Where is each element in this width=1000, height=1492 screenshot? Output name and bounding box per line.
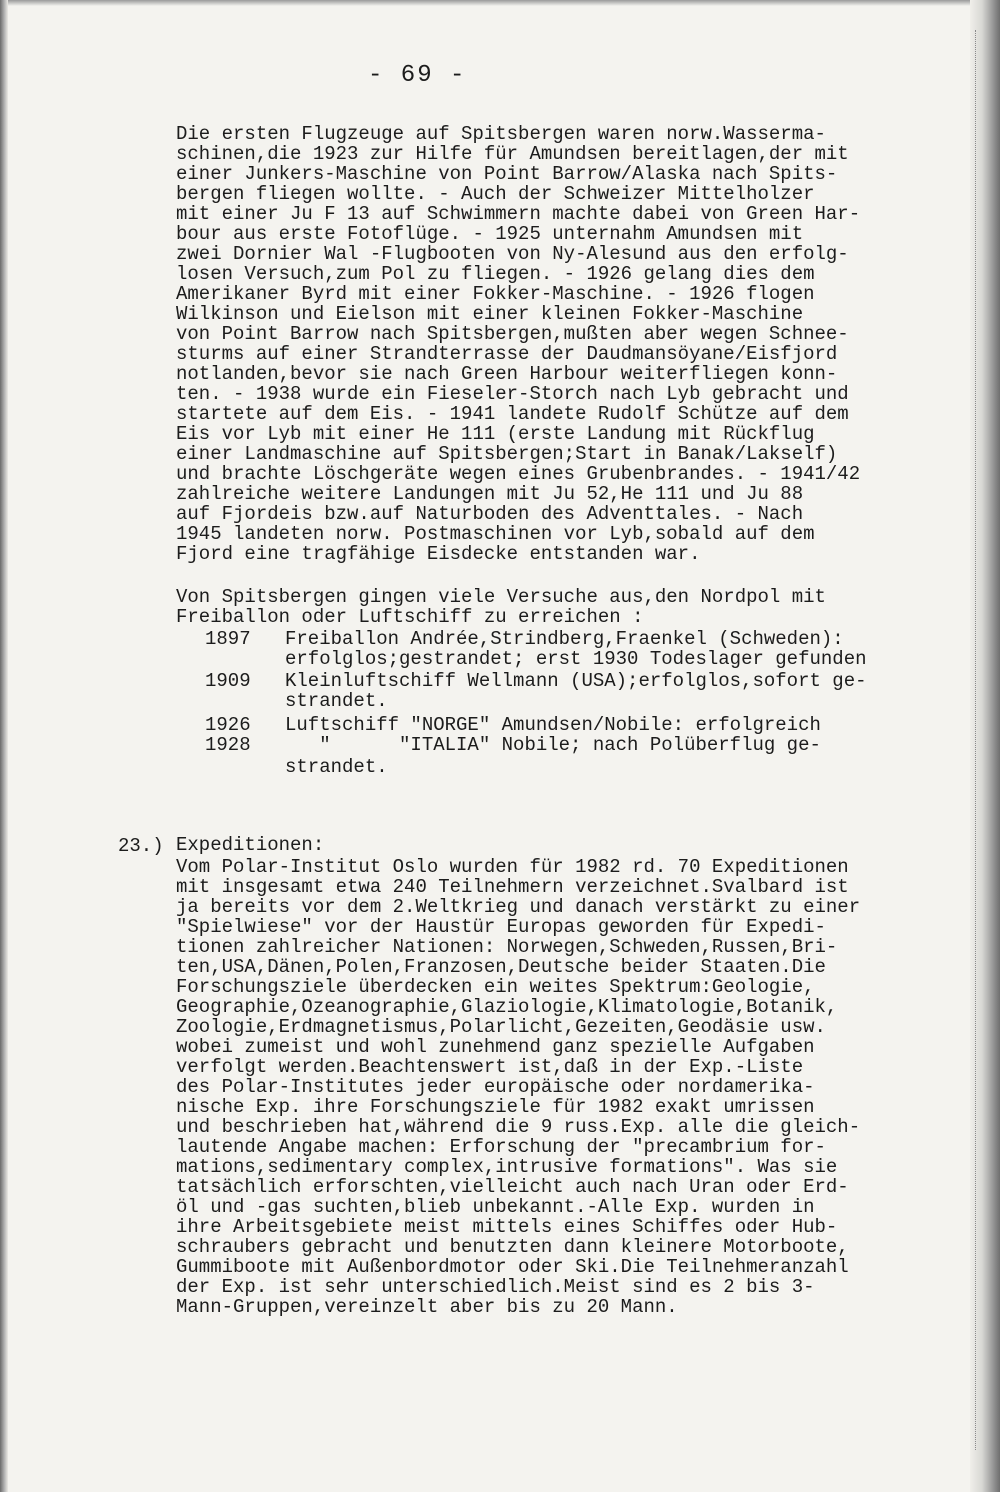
list-item-text: Kleinluftschiff Wellmann (USA);erfolglos,sofort ge- [285, 670, 867, 692]
text-line: ihre Arbeitsgebiete meist mittels eines Schiffes oder Hub- [176, 1216, 838, 1238]
text-line: ten. - 1938 wurde ein Fieseler-Storch nach Lyb gebracht und [176, 383, 849, 405]
list-item-year: 1928 [205, 734, 251, 756]
text-line: Von Spitsbergen gingen viele Versuche aus,den Nordpol mit [176, 586, 826, 608]
text-line: Amerikaner Byrd mit einer Fokker-Maschine. - 1926 flogen [176, 283, 815, 305]
text-line: Forschungsziele überdecken ein weites Spektrum:Geologie, [176, 976, 815, 998]
text-line: ja bereits vor dem 2.Weltkrieg und danach verstärkt zu einer [176, 896, 861, 918]
text-line: der Exp. ist sehr unterschiedlich.Meist sind es 2 bis 3- [176, 1276, 815, 1298]
text-line: mit einer Ju F 13 auf Schwimmern machte dabei von Green Har- [176, 203, 861, 225]
text-line: Mann-Gruppen,vereinzelt aber bis zu 20 Mann. [176, 1296, 678, 1318]
list-item-year: 1897 [205, 628, 251, 650]
text-line: von Point Barrow nach Spitsbergen,mußten aber wegen Schnee- [176, 323, 849, 345]
text-line: zwei Dornier Wal -Flugbooten von Ny-Alesund aus den erfolg- [176, 243, 849, 265]
text-line: Die ersten Flugzeuge auf Spitsbergen waren norw.Wasserma- [176, 123, 826, 145]
text-line: öl und -gas suchten,blieb unbekannt.-Alle Exp. wurden in [176, 1196, 815, 1218]
text-line: schraubers gebracht und benutzten dann kleinere Motorboote, [176, 1236, 849, 1258]
text-line: schinen,die 1923 zur Hilfe für Amundsen bereitlagen,der mit [176, 143, 849, 165]
text-line: wobei zumeist und wohl zunehmend ganz spezielle Aufgaben [176, 1036, 815, 1058]
list-item-text: Freiballon Andrée,Strindberg,Fraenkel (Schweden): [285, 628, 844, 650]
text-line: losen Versuch,zum Pol zu fliegen. - 1926 gelang dies dem [176, 263, 815, 285]
text-line: tatsächlich erforschten,vielleicht auch nach Uran oder Erd- [176, 1176, 849, 1198]
text-line: zahlreiche weitere Landungen mit Ju 52,He 111 und Ju 88 [176, 483, 804, 505]
section-number: 23.) [118, 835, 164, 857]
text-line: "Spielwiese" vor der Haustür Europas geworden für Expedi- [176, 916, 826, 938]
list-item-text: Luftschiff "NORGE" Amundsen/Nobile: erfolgreich [285, 714, 821, 736]
text-line: startete auf dem Eis. - 1941 landete Rudolf Schütze auf dem [176, 403, 849, 425]
text-line: des Polar-Institutes jeder europäische oder nordamerika- [176, 1076, 815, 1098]
text-line: Fjord eine tragfähige Eisdecke entstanden war. [176, 543, 701, 565]
text-line: ten,USA,Dänen,Polen,Franzosen,Deutsche beider Staaten.Die [176, 956, 826, 978]
text-line: Wilkinson und Eielson mit einer kleinen Fokker-Maschine [176, 303, 804, 325]
text-line: Vom Polar-Institut Oslo wurden für 1982 rd. 70 Expeditionen [176, 856, 849, 878]
scan-edge-top [0, 0, 1000, 6]
text-line: einer Landmaschine auf Spitsbergen;Start in Banak/Lakself) [176, 443, 838, 465]
text-line: 1945 landeten norw. Postmaschinen vor Lyb,sobald auf dem [176, 523, 815, 545]
margin-line [975, 30, 977, 1450]
text-line: Zoologie,Erdmagnetismus,Polarlicht,Gezeiten,Geodäsie usw. [176, 1016, 826, 1038]
text-line: Freiballon oder Luftschiff zu erreichen : [176, 606, 644, 628]
text-line: und brachte Löschgeräte wegen eines Grubenbrandes. - 1941/42 [176, 463, 861, 485]
text-line: Gummiboote mit Außenbordmotor oder Ski.Die Teilnehmeranzahl [176, 1256, 849, 1278]
text-line: lautende Angabe machen: Erforschung der "precambrium for- [176, 1136, 826, 1158]
text-line: mit insgesamt etwa 240 Teilnehmern verzeichnet.Svalbard ist [176, 876, 849, 898]
list-item-text: strandet. [285, 690, 388, 712]
text-line: verfolgt werden.Beachtenswert ist,daß in der Exp.-Liste [176, 1056, 804, 1078]
list-item-text: " "ITALIA" Nobile; nach Polüberflug ge- [285, 734, 821, 756]
list-item-year: 1926 [205, 714, 251, 736]
text-line: notlanden,bevor sie nach Green Harbour weiterfliegen konn- [176, 363, 838, 385]
page-number: - 69 - [368, 62, 467, 89]
text-line: Geographie,Ozeanographie,Glaziologie,Klimatologie,Botanik, [176, 996, 838, 1018]
scan-edge-left [0, 0, 8, 1492]
text-line: einer Junkers-Maschine von Point Barrow/Alaska nach Spits- [176, 163, 838, 185]
text-line: bour aus erste Fotoflüge. - 1925 unternahm Amundsen mit [176, 223, 804, 245]
section-title: Expeditionen: [176, 834, 325, 856]
text-line: sturms auf einer Strandterrasse der Daudmansöyane/Eisfjord [176, 343, 838, 365]
text-line: und beschrieben hat,während die 9 russ.Exp. alle die gleich- [176, 1116, 861, 1138]
text-line: nische Exp. ihre Forschungsziele für 1982 exakt umrissen [176, 1096, 815, 1118]
text-line: mations,sedimentary complex,intrusive formations". Was sie [176, 1156, 838, 1178]
text-line: tionen zahlreicher Nationen: Norwegen,Schweden,Russen,Bri- [176, 936, 838, 958]
list-item-year: 1909 [205, 670, 251, 692]
text-line: Eis vor Lyb mit einer He 111 (erste Landung mit Rückflug [176, 423, 815, 445]
text-line: bergen fliegen wollte. - Auch der Schweizer Mittelholzer [176, 183, 815, 205]
text-line: auf Fjordeis bzw.auf Naturboden des Adventtales. - Nach [176, 503, 804, 525]
list-item-text: strandet. [285, 756, 388, 778]
list-item-text: erfolglos;gestrandet; erst 1930 Todeslager gefunden [285, 648, 867, 670]
